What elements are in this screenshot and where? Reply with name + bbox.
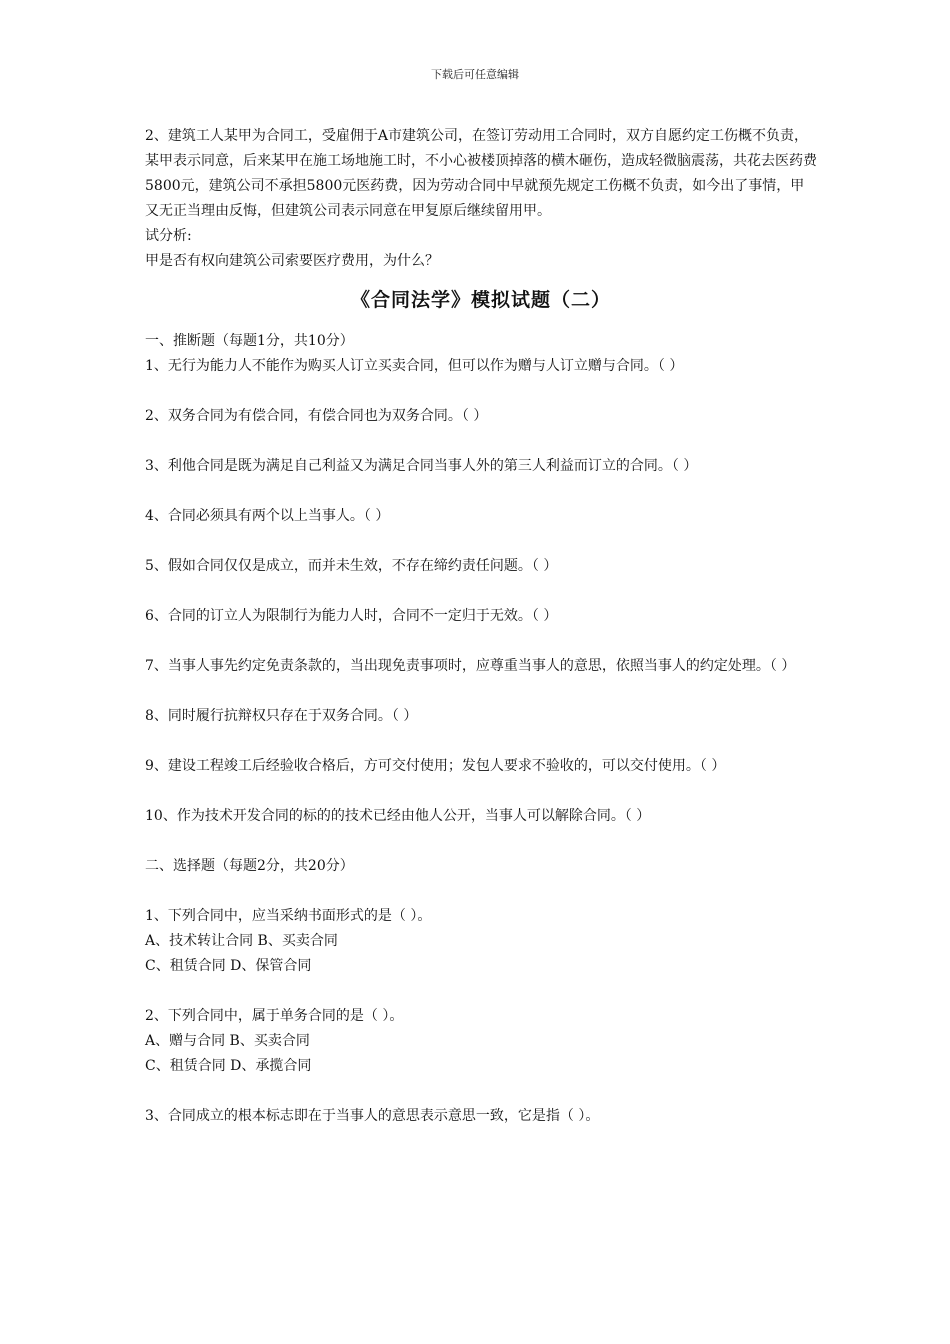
judgment-item-8: 8、同时履行抗辩权只存在于双务合同。（ ） <box>145 708 418 724</box>
judgment-item-3: 3、利他合同是既为满足自己利益又为满足合同当事人外的第三人利益而订立的合同。（ ） <box>145 458 698 474</box>
section2-heading: 二、选择题（每题2分，共20分） <box>145 858 354 874</box>
choice-q2-options-cd: C、租赁合同 D、承揽合同 <box>145 1058 312 1074</box>
judgment-item-1: 1、无行为能力人不能作为购买人订立买卖合同，但可以作为赠与人订立赠与合同。（ ） <box>145 358 684 374</box>
case-question: 甲是否有权向建筑公司索要医疗费用，为什么？ <box>145 253 439 269</box>
choice-q2-options-ab: A、赠与合同 B、买卖合同 <box>145 1033 310 1049</box>
judgment-item-2: 2、双务合同为有偿合同，有偿合同也为双务合同。（ ） <box>145 408 488 424</box>
judgment-item-5: 5、假如合同仅仅是成立，而并未生效，不存在缔约责任问题。（ ） <box>145 558 558 574</box>
judgment-item-6: 6、合同的订立人为限制行为能力人时，合同不一定归于无效。（ ） <box>145 608 558 624</box>
judgment-item-4: 4、合同必须具有两个以上当事人。（ ） <box>145 508 390 524</box>
case-prompt: 试分析: <box>145 228 192 244</box>
page-header: 下载后可任意编辑 <box>431 68 519 81</box>
document-body <box>145 124 817 1129</box>
choice-q1-options-cd: C、租赁合同 D、保管合同 <box>145 958 312 974</box>
case-paragraph: 2、建筑工人某甲为合同工，受雇佣于A市建筑公司，在签订劳动用工合同时，双方自愿约定工伤概不负责，某甲表示同意，后来某甲在施工场地施工时，不小心被楼顶掉落的横木砸伤，造成轻微脑震荡，共花去医药费5800元，建筑公司不承担5800元医药费，因为劳动合同中早就预先规定工伤概不负责，如今出了事情，甲又无正当理由反悔，但建筑公司表示同意在甲复原后继续留用甲。 <box>145 128 817 219</box>
exam-title: 《合同法学》模拟试题（二） <box>350 289 611 311</box>
judgment-item-7: 7、当事人事先约定免责条款的，当出现免责事项时，应尊重当事人的意思，依照当事人的约定处理。（ ） <box>145 658 796 674</box>
choice-q1-options-ab: A、技术转让合同 B、买卖合同 <box>145 933 338 949</box>
section1-heading: 一、推断题（每题1分，共10分） <box>145 333 354 349</box>
judgment-item-9: 9、建设工程竣工后经验收合格后，方可交付使用；发包人要求不验收的，可以交付使用。（ ） <box>145 758 726 774</box>
judgment-item-10: 10、作为技术开发合同的标的的技术已经由他人公开，当事人可以解除合同。（ ） <box>145 808 651 824</box>
choice-q2-stem: 2、下列合同中，属于单务合同的是（ ）。 <box>145 1008 404 1024</box>
choice-q1-stem: 1、下列合同中，应当采纳书面形式的是（ ）。 <box>145 908 432 924</box>
choice-q3-stem: 3、合同成立的根本标志即在于当事人的意思表示意思一致，它是指（ ）。 <box>145 1108 600 1124</box>
